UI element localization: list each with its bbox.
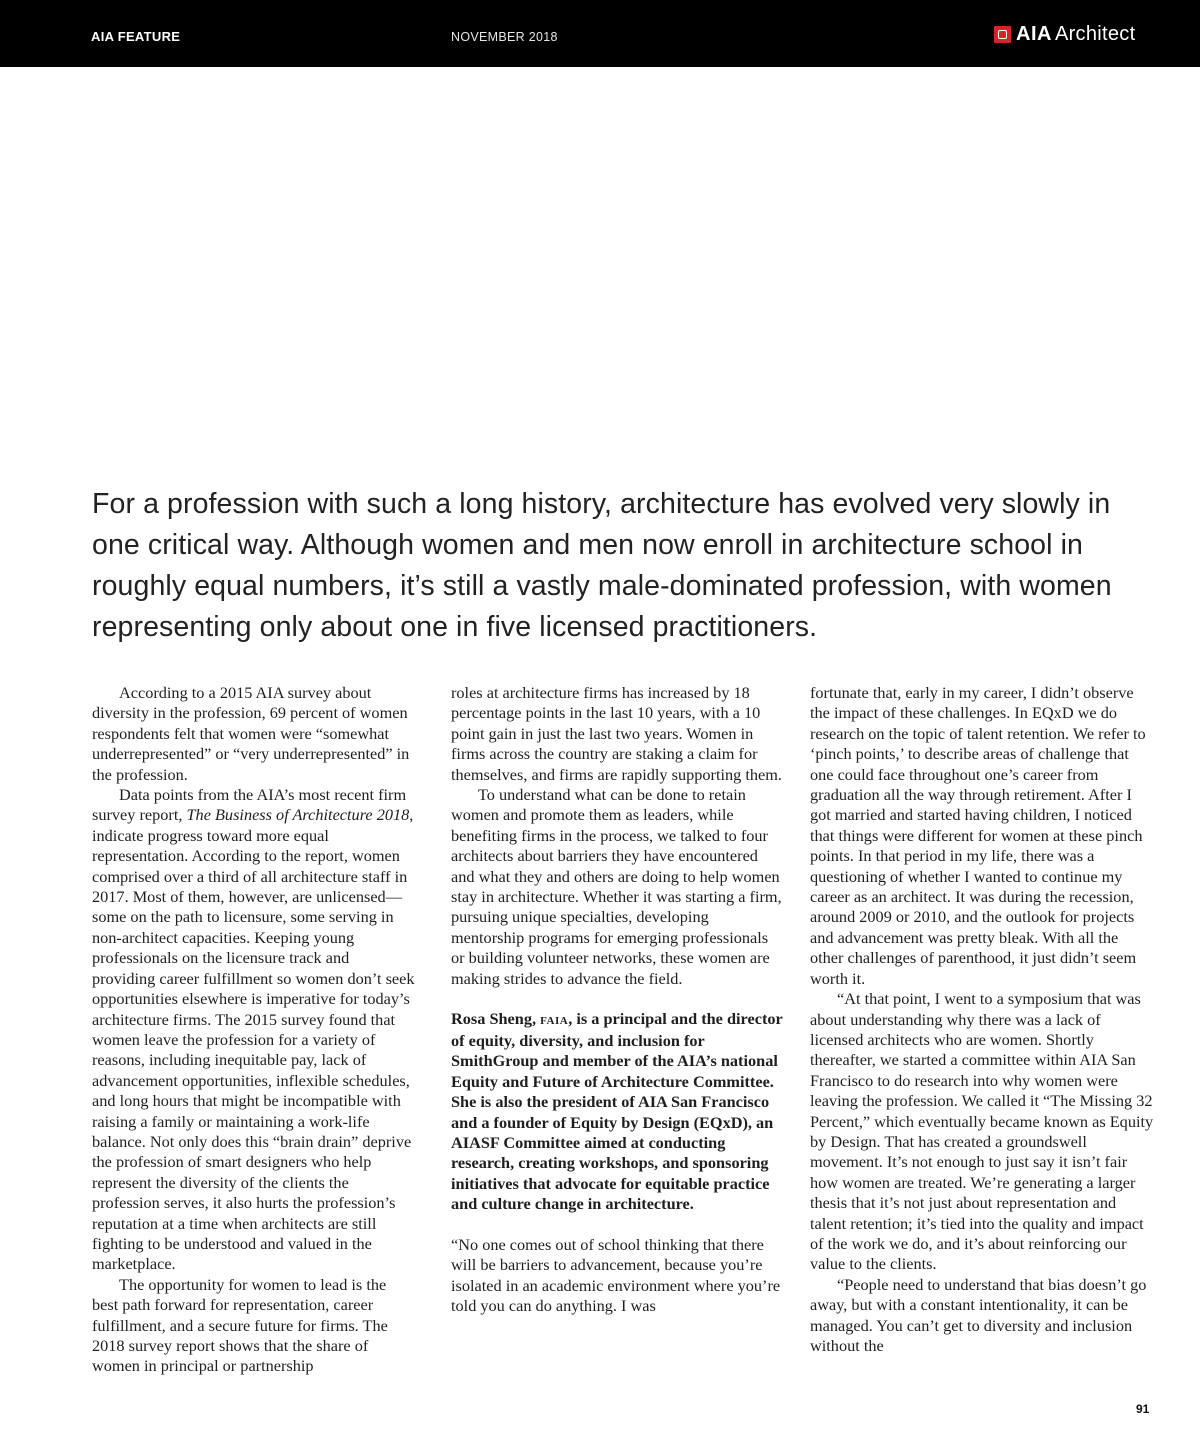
brand-name-bold: AIA <box>1016 22 1052 45</box>
report-title: The Business of Architecture 2018 <box>186 805 410 825</box>
paragraph: “No one comes out of school thinking that there will be barriers to advancement, because you’re isolated in an academic environment where you’re told you can do anything. I was <box>451 1234 781 1316</box>
bio-name: Rosa Sheng, <box>451 1009 541 1029</box>
paragraph: roles at architecture firms has increased by 18 percentage points in the last 10 years, with a 10 point gain in just the last two years. Women in firms across the country are staking a claim for themselves, and firms are rapidly supporting them. <box>451 683 782 784</box>
issue-date: NOVEMBER 2018 <box>451 30 558 44</box>
lead-paragraph: For a profession with such a long history, architecture has evolved very slowly in one critical way. Although women and men now enroll in architecture school in roughly equal numbers, it’s still a vastly male-dominated profession, with women representing only about one in five licensed practitioners. <box>92 488 1112 643</box>
text-column-2 <box>451 683 783 1317</box>
text-run: Data points from the AIA’s most recent firm survey report, <box>92 785 407 825</box>
paragraph: The opportunity for women to lead is the best path forward for representation, career fulfillment, and a secure future for firms. The 2018 survey report shows that the share of women in principal or partnership <box>92 1274 388 1376</box>
text-column-1 <box>92 683 416 1377</box>
paragraph: fortunate that, early in my career, I didn’t observe the impact of these challenges. In EQxD we do research on the topic of talent retention. We refer to ‘pinch points,’ to describe areas of challenge that one could face throughout one’s career from graduation all the way through retirement. After I got married and started having children, I noticed that things were different for women at these pinch points. In that period in my life, there was a questioning of whether I wanted to continue my career as an architect. It was during the recession, around 2009 or 2010, and the outlook for projects and advancement was pretty bleak. With all the other challenges of parenthood, it just didn’t seem worth it. <box>810 683 1146 988</box>
bio-paragraph <box>451 1009 783 1214</box>
page-number: 91 <box>1136 1402 1150 1416</box>
paragraph <box>92 785 416 1275</box>
brand-logo <box>994 21 1135 47</box>
paragraph: “At that point, I went to a symposium that was about understanding why there was a lack of licensed architects who are women. Shortly thereafter, we started a committee within AIA San Francisco to do research into why women were leaving the profession. We called it “The Missing 32 Percent,” which eventually became known as Equity by Design. That has created a groundswell movement. It’s not enough to just say it isn’t fair how women are treated. We’re generating a larger thesis that it’s not just about representation and talent retention; it’s tied into the quality and impact of the work we do, and it’s about reinforcing our value to the clients. <box>810 989 1154 1274</box>
paragraph: “People need to understand that bias doesn’t go away, but with a constant intentionality, it can be managed. You can’t get to diversity and inclusion without the <box>810 1274 1147 1355</box>
section-label: AIA FEATURE <box>91 29 181 44</box>
text-column-3 <box>810 683 1155 1356</box>
bio-text: , is a principal and the director of equity, diversity, and inclusion for SmithGroup and member of the AIA’s national Equity and Future of Architecture Committee. She is also the president of AIA San Francisco and a founder of Equity by Design (EQxD), an AIASF Committee aimed at conducting research, creating workshops, and sponsoring initiatives that advocate for equitable practice and culture change in architecture. <box>451 1009 783 1214</box>
aia-logo-icon <box>994 26 1011 43</box>
paragraph: To understand what can be done to retain women and promote them as leaders, while benefiting firms in the process, we talked to four architects about barriers they have encountered and what they and others are doing to help women stay in architecture. Whether it was starting a firm, pursuing unique specialties, developing mentorship programs for emerging professionals or building volunteer networks, these women are making strides to advance the field. <box>451 785 782 988</box>
brand-name-light: Architect <box>1054 22 1136 45</box>
paragraph: According to a 2015 AIA survey about diversity in the profession, 69 percent of women respondents felt that women were “somewhat underrepresented” or “very underrepresented” in the profession. <box>92 683 410 784</box>
text-run: , indicate progress toward more equal representation. According to the report, women comprised over a third of all architecture staff in 2017. Most of them, however, are unlicensed—some on the path to licensure, some serving in non-architect capacities. Keeping young professionals on the licensure track and providing career fulfillment so women don’t seek opportunities elsewhere is imperative for today’s architecture firms. The 2015 survey found that women leave the profession for a variety of reasons, including inequitable pay, lack of advancement opportunities, inflexible schedules, and long hours that might be incompatible with raising a family or maintaining a work-life balance. Not only does this “brain drain” deprive the profession of smart designers who help represent the diversity of the clients the profession serves, it also hurts the profession’s reputation at a time when architects are still fighting to be understood and valued in the marketplace. <box>92 805 415 1274</box>
bio-credential: faia <box>540 1012 569 1029</box>
header-bar <box>0 0 1200 67</box>
